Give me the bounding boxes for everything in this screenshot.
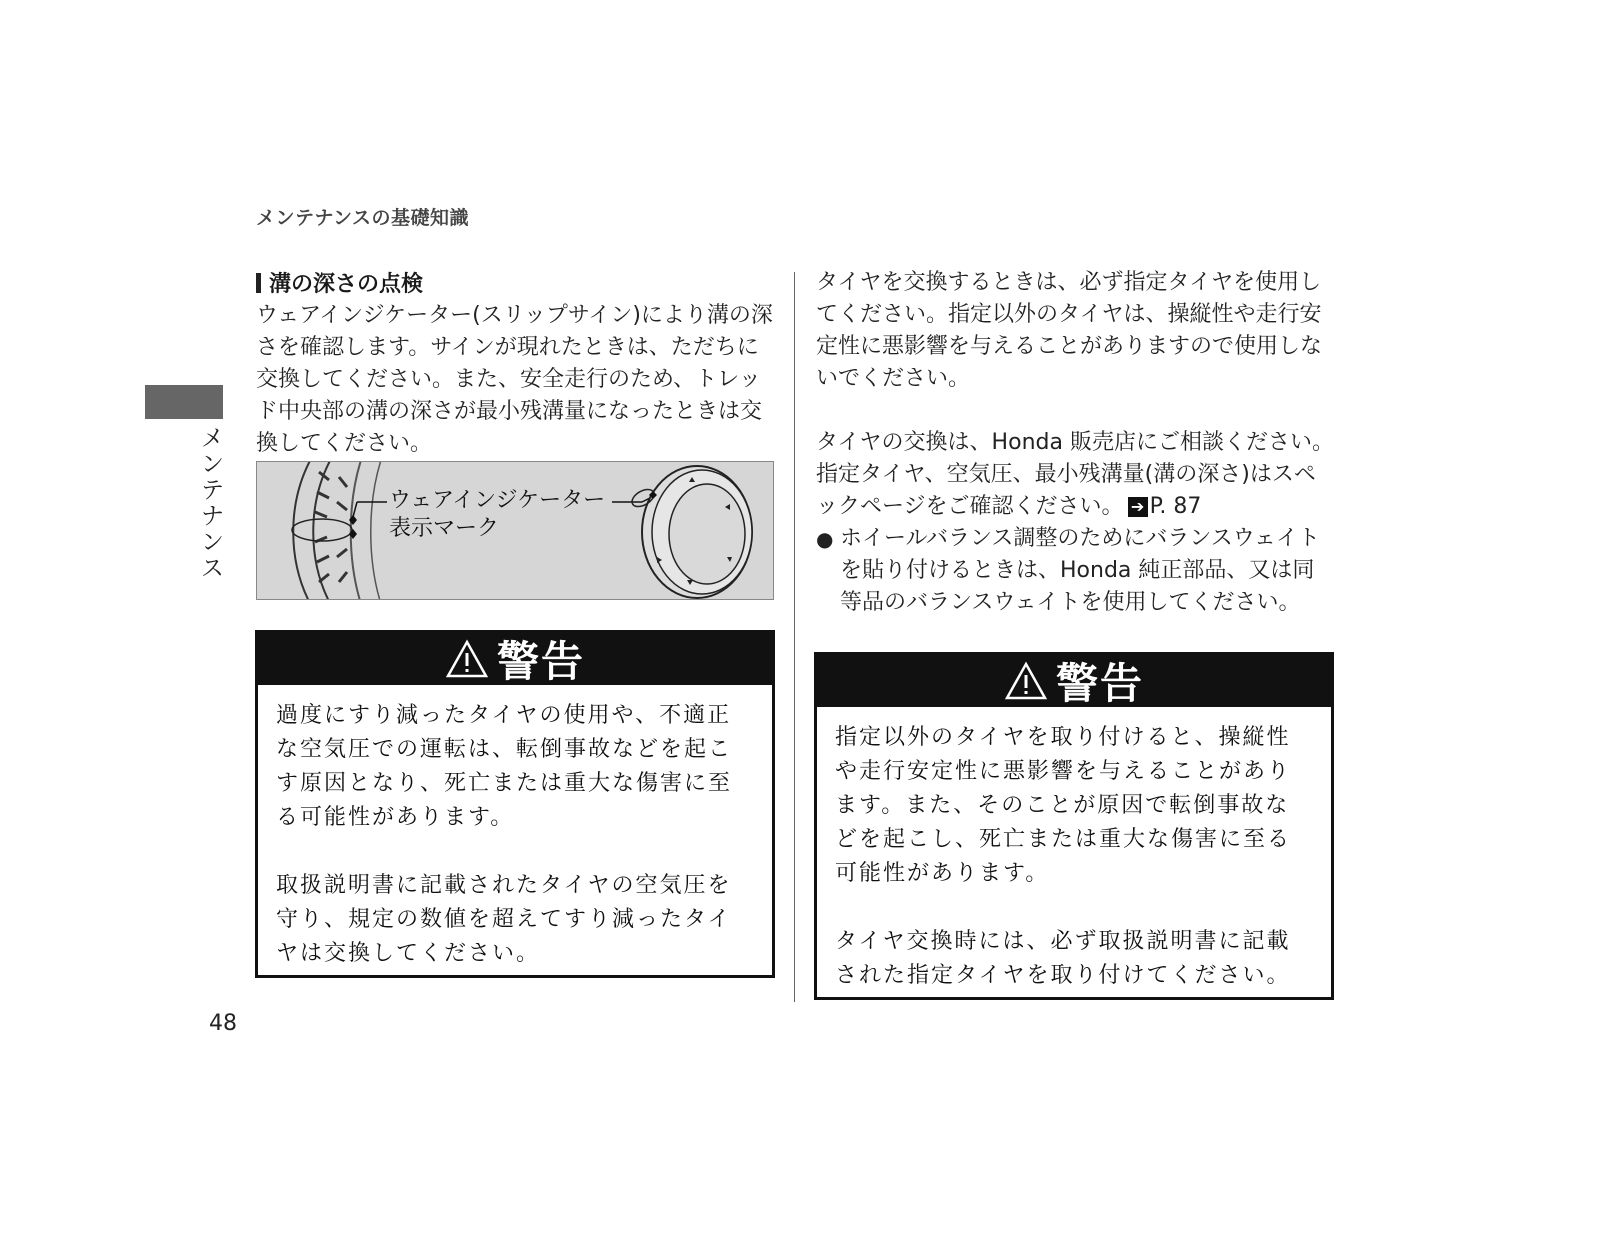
wear-indicator-label-line2: 表示マーク	[389, 516, 500, 541]
page-reference-arrow-icon: ➔	[1128, 497, 1148, 517]
groove-check-paragraph: ウェアインジケーター(スリップサイン)により溝の深さを確認します。サインが現れたときは、ただちに交換してください。また、安全走行のため、トレッド中央部の溝の深さが最小残溝量になったときは交換してください。	[256, 303, 773, 456]
page-section-title: メンテナンスの基礎知識	[256, 207, 469, 229]
column-divider	[794, 272, 795, 1002]
warning-text-1: 指定以外のタイヤを取り付けると、操縦性や走行安定性に悪影響を与えることがあります。また、そのことが原因で転倒事故などを起こし、死亡または重大な傷害に至る可能性があります。	[835, 725, 1292, 886]
tire-replacement-paragraph: タイヤを交換するときは、必ず指定タイヤを使用してください。指定以外のタイヤは、操縦性や走行安定性に悪影響を与えることがありますので使用しないでください。	[816, 270, 1323, 391]
warning-body	[817, 707, 1331, 993]
warning-title: 警告	[496, 637, 585, 686]
balance-weight-text: ホイールバランス調整のためにバランスウェイトを貼り付けるときは、Honda 純正部品、又は同等品のバランスウェイトを使用してください。	[840, 526, 1320, 615]
warning-header	[258, 633, 772, 685]
warning-triangle-icon	[1004, 661, 1048, 701]
side-tab-marker	[145, 385, 223, 419]
warning-triangle-icon	[445, 639, 489, 679]
section-heading	[256, 267, 423, 298]
warning-box-left	[255, 630, 775, 978]
warning-title: 警告	[1055, 659, 1144, 708]
page-number: 48	[209, 1011, 237, 1036]
warning-box-right	[814, 652, 1334, 1000]
dealer-consult-paragraph	[816, 427, 1336, 523]
section-heading-text: 溝の深さの点検	[269, 272, 424, 297]
dealer-consult-text: タイヤの交換は、Honda 販売店にご相談ください。指定タイヤ、空気圧、最小残溝量(溝の深さ)はスペックページをご確認ください。	[816, 430, 1334, 519]
balance-weight-bullet	[816, 523, 1336, 619]
warning-text-2: 取扱説明書に記載されたタイヤの空気圧を守り、規定の数値を超えてすり減ったタイヤは交換してください。	[276, 873, 732, 966]
tire-illustration	[256, 461, 774, 600]
bullet-dot-icon: ●	[816, 527, 834, 551]
right-column-text	[816, 267, 1336, 619]
wear-indicator-label	[389, 487, 605, 543]
heading-bar-icon	[256, 273, 261, 293]
side-tab-label: メンテナンス	[196, 425, 224, 581]
wear-indicator-label-line1: ウェアインジケーター	[389, 488, 606, 513]
page-reference-link[interactable]: P. 87	[1149, 494, 1202, 519]
warning-header	[817, 655, 1331, 707]
warning-body	[258, 685, 772, 971]
warning-text-2: タイヤ交換時には、必ず取扱説明書に記載された指定タイヤを取り付けてください。	[835, 929, 1291, 988]
warning-text-1: 過度にすり減ったタイヤの使用や、不適正な空気圧での運転は、転倒事故などを起こす原因となり、死亡または重大な傷害に至る可能性があります。	[276, 703, 733, 830]
